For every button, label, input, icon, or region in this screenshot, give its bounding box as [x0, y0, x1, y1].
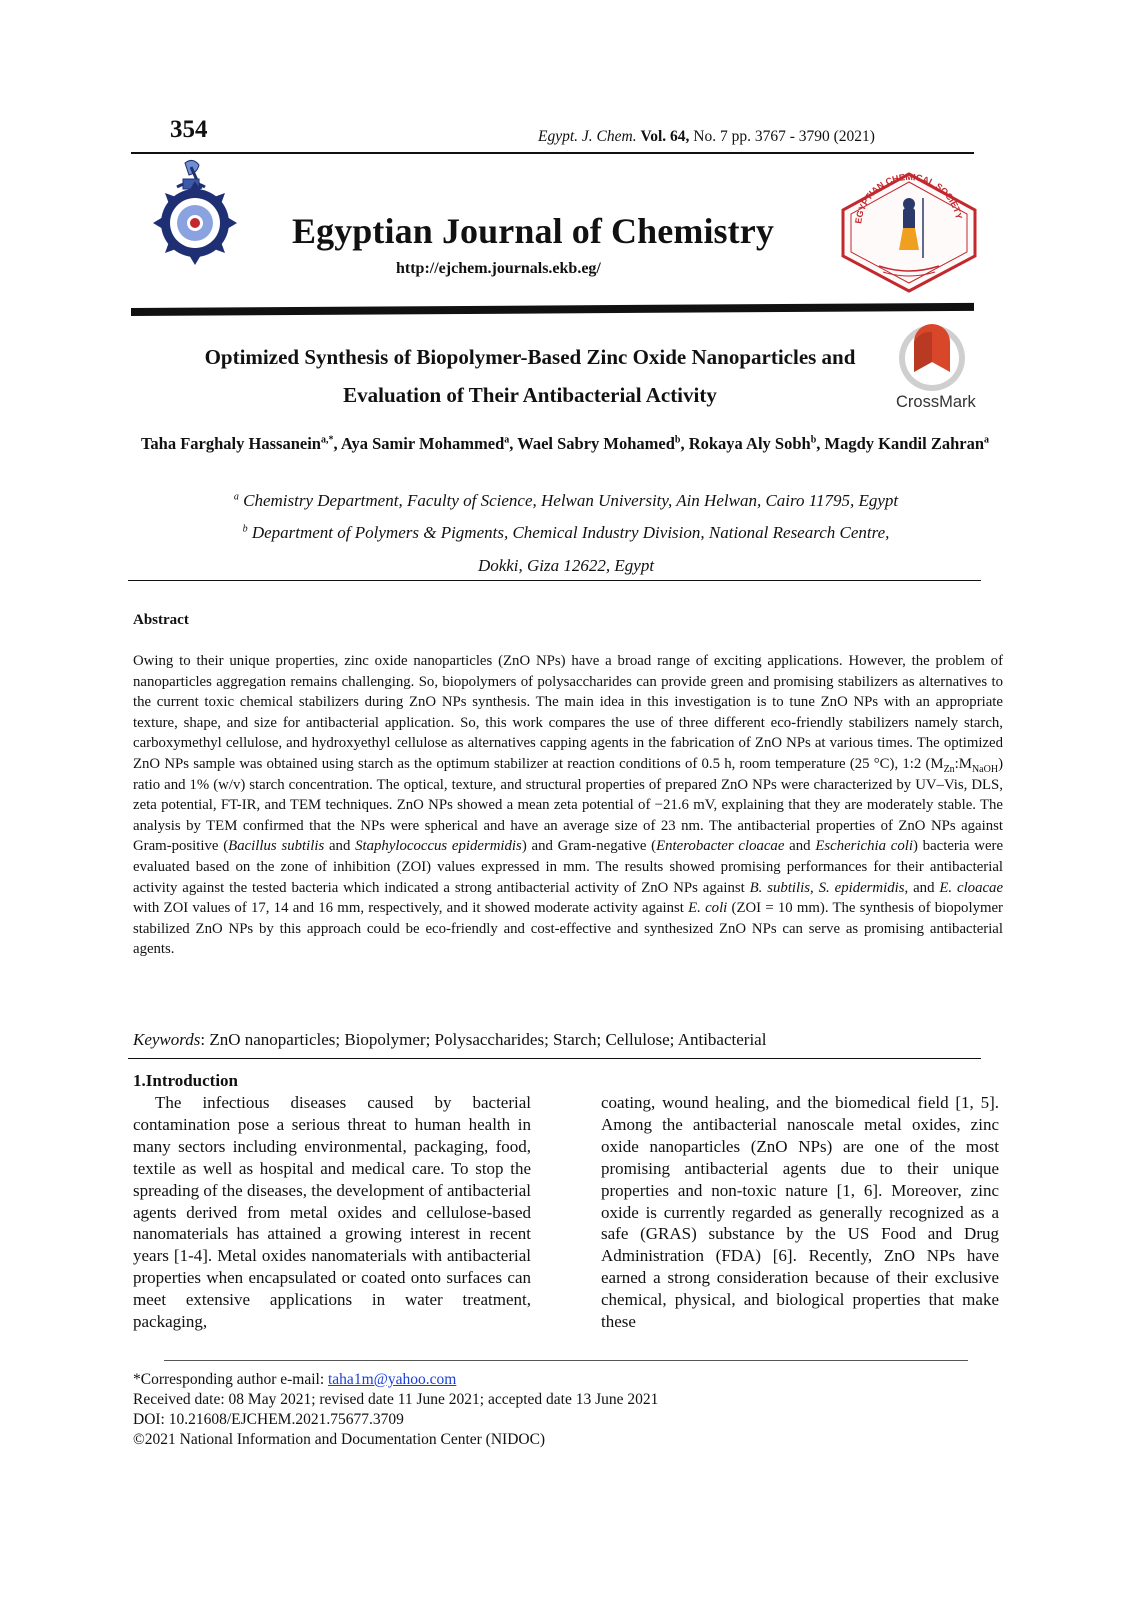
abstract-text-run: , and: [904, 879, 940, 896]
introduction-heading: 1.Introduction: [133, 1071, 239, 1090]
affiliation-mark: b: [242, 523, 248, 535]
author-separator: ,: [509, 434, 518, 453]
article-title-line: Evaluation of Their Antibacterial Activity: [343, 383, 717, 407]
abstract-heading: Abstract: [133, 612, 189, 628]
author-affiliation-mark: b: [810, 434, 817, 446]
affiliation-mark: a: [233, 491, 239, 503]
journal-title: Egyptian Journal of Chemistry: [292, 211, 774, 251]
affiliation-rule: [128, 580, 981, 581]
seal-text: EGYPTIAN CHEMICAL SOCIETY: [853, 171, 965, 225]
keywords-label: Keywords: [133, 1030, 201, 1049]
author-name: Rokaya Aly Sobh: [688, 434, 811, 453]
journal-abbreviation: Egypt. J. Chem.: [538, 128, 637, 145]
abstract-text-run: (ZOI = 10 mm). The synthesis of biopolymer stabilized ZnO NPs by this approach could be eco-friendly and cost-effective and synthesized ZnO NPs can serve as promising antibacterial agents.: [133, 900, 1003, 958]
abstract-text-run: ) ratio and 1% (w/v) starch concentration. The optical, texture, and structural properties of prepared ZnO NPs were characterized by UV–Vis, DLS, zeta potential, FT-IR, and TEM techniques. ZnO NPs showed a mean zeta potential of −21.6 mV, explaining that they are moderately stable. The analysis by TEM confirmed that the NPs were spherical and have an average size of 23 nm. The antibacterial properties of ZnO NPs against Gram-positive (: [133, 755, 1003, 855]
article-title-line: Optimized Synthesis of Biopolymer-Based Zinc Oxide Nanoparticles and: [204, 345, 856, 369]
abstract-body: [133, 651, 1003, 960]
copyright: ©2021 National Information and Documentation Center (NIDOC): [133, 1431, 546, 1448]
species-name: Escherichia coli: [815, 838, 913, 855]
author-name: Taha Farghaly Hassanein: [140, 434, 321, 453]
issue-pages: No. 7 pp. 3767 - 3790 (2021): [693, 128, 875, 145]
species-name: E. coli: [688, 900, 728, 917]
abstract-text-run: and: [324, 838, 356, 855]
crossmark-label: CrossMark: [896, 393, 976, 411]
author-list: [131, 433, 999, 455]
abstract-text-run: ,: [810, 879, 819, 896]
author-affiliation-mark: a: [504, 434, 510, 446]
author-affiliation-mark: a,*: [320, 434, 334, 446]
keywords-rule: [128, 1058, 981, 1059]
species-name: Enterobacter cloacae: [656, 838, 785, 855]
species-name: E. cloacae: [939, 879, 1004, 896]
author-name: Aya Samir Mohammed: [340, 434, 505, 453]
introduction-right-column: coating, wound healing, and the biomedical field [1, 5]. Among the antibacterial nanoscale metal oxides, zinc oxide nanoparticles (ZnO NPs) are one of the most promising antibacterial agents due to their unique properties and non-toxic nature [1, 6]. Moreover, zinc oxide is currently regarded as generally recognized as a safe (GRAS) substance by the US Food and Drug Administration (FDA) [6]. Recently, ZnO NPs have earned a strong consideration because of their exclusive chemical, physical, and biological properties that make these: [601, 1093, 999, 1332]
email-prefix: *Corresponding author e-mail:: [133, 1371, 328, 1388]
header-rule: [131, 152, 974, 154]
corresponding-author-note: [133, 1371, 456, 1389]
page-number: 354: [170, 116, 208, 143]
species-name: Bacillus subtilis: [228, 838, 325, 855]
subscript: Zn: [943, 763, 955, 775]
egyptian-chemical-society-seal-icon: [839, 170, 979, 295]
species-name: S. epidermidis: [818, 879, 905, 896]
journal-url[interactable]: http://ejchem.journals.ekb.eg/: [396, 260, 601, 277]
abstract-text-run: :M: [954, 755, 972, 772]
author-separator: ,: [333, 434, 341, 453]
footnote-rule: [164, 1360, 968, 1361]
journal-emblem-icon: [147, 157, 243, 267]
author-name: Wael Sabry Mohamed: [517, 434, 675, 453]
keywords-text: : ZnO nanoparticles; Biopolymer; Polysaccharides; Starch; Cellulose; Antibacterial: [200, 1030, 767, 1049]
abstract-text-run: Owing to their unique properties, zinc oxide nanoparticles (ZnO NPs) have a broad range of exciting applications. However, the problem of nanoparticles aggregation remains challenging. So, biopolymers of polysaccharides can provide green and promising stabilizers as alternatives to the current toxic chemical stabilizers during ZnO NPs synthesis. The main idea in this investigation is to tune ZnO NPs with an appropriate texture, shape, and size for antibacterial application. So, this work compares the use of three different eco-friendly stabilizers namely starch, carboxymethyl cellulose, and hydroxyethyl cellulose as alternatives capping agents in the fabrication of ZnO NPs at various times. The optimized ZnO NPs sample was obtained using starch as the optimum stabilizer at reaction conditions of 0.5 h, room temperature (25 °C), 1:2 (M: [133, 653, 1003, 772]
author-affiliation-mark: b: [674, 434, 681, 446]
author-email-link[interactable]: taha1m@yahoo.com: [328, 1371, 457, 1388]
author-separator: ,: [680, 434, 689, 453]
submission-dates: Received date: 08 May 2021; revised date 11 June 2021; accepted date 13 June 2021: [133, 1391, 659, 1408]
abstract-text-run: with ZOI values of 17, 14 and 16 mm, respectively, and it showed moderate activity against: [133, 900, 689, 917]
masthead-rule: [131, 303, 974, 316]
affiliation-text: Department of Polymers & Pigments, Chemical Industry Division, National Research Centre,: [247, 523, 890, 542]
author-affiliation-mark: a: [984, 434, 990, 446]
affiliation-b: [66, 523, 1066, 543]
affiliation-a: [66, 491, 1066, 511]
journal-citation: [538, 128, 875, 146]
abstract-text-run: ) and Gram-negative (: [521, 838, 657, 855]
keywords: [133, 1030, 766, 1050]
author-name: Magdy Kandil Zahran: [824, 434, 985, 453]
subscript: NaOH: [971, 763, 999, 775]
affiliation-text: Chemistry Department, Faculty of Science, Helwan University, Ain Helwan, Cairo 11795, Egypt: [238, 491, 899, 510]
volume-label: Vol. 64,: [640, 128, 690, 145]
abstract-text-run: ) bacteria were evaluated based on the zone of inhibition (ZOI) values expressed in mm. The results showed promising performances for their antibacterial activity against the tested bacteria which indicated a strong antibacterial activity of ZnO NPs against: [133, 838, 1004, 896]
article-title: [140, 338, 920, 414]
author-separator: ,: [816, 434, 825, 453]
species-name: B. subtilis: [749, 879, 811, 896]
introduction-left-column: The infectious diseases caused by bacterial contamination pose a serious threat to human health in many sectors including environmental, packaging, food, textile as well as hospital and medical care. To stop the spreading of the diseases, the development of antibacterial agents derived from metal oxides and cellulose-based nanomaterials has attained a growing interest in recent years [1-4]. Metal oxides nanomaterials with antibacterial properties when encapsulated or coated onto surfaces can meet extensive applications in water treatment, packaging,: [133, 1093, 531, 1332]
doi: DOI: 10.21608/EJCHEM.2021.75677.3709: [133, 1411, 404, 1428]
affiliation-b-line2: Dokki, Giza 12622, Egypt: [477, 556, 655, 575]
abstract-text-run: and: [784, 838, 816, 855]
species-name: Staphylococcus epidermidis: [355, 838, 522, 855]
